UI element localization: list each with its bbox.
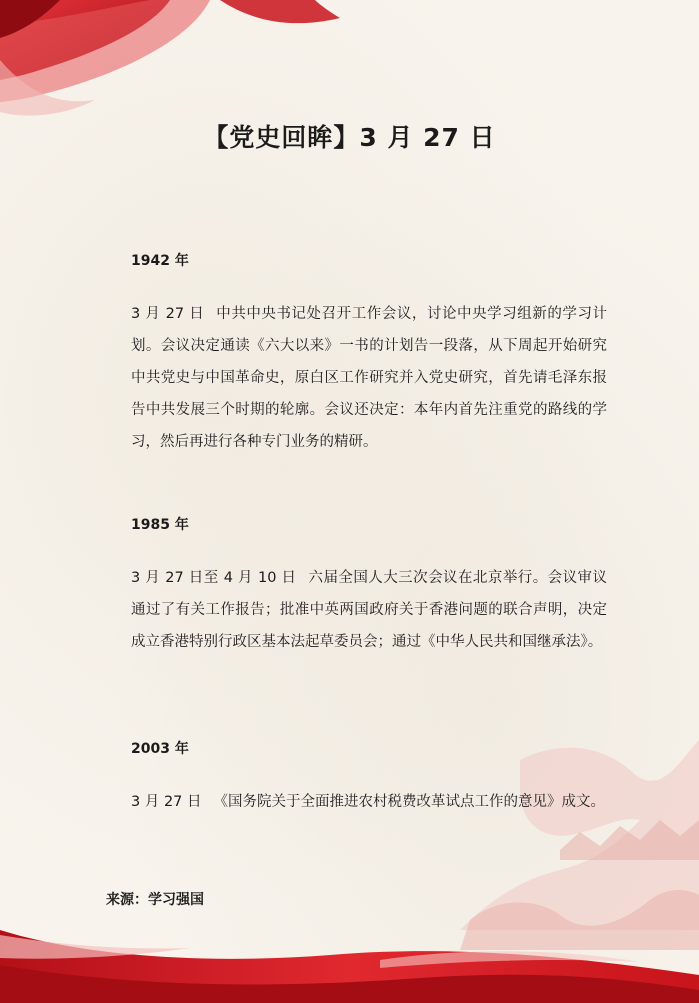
entry-date: 3 月 27 日 bbox=[131, 794, 202, 810]
entry-year-1942: 1942 年 bbox=[131, 253, 189, 269]
entry-paragraph-1942 bbox=[131, 298, 607, 458]
entry-date: 3 月 27 日至 4 月 10 日 bbox=[131, 570, 297, 586]
entry-paragraph-1985 bbox=[131, 562, 607, 658]
entry-text: 中共中央书记处召开工作会议，讨论中央学习组新的学习计划。会议决定通读《六大以来》一书的计划告一段落，从下周起开始研究中共党史与中国革命史，原白区工作研究并入党史研究，首先请毛泽东报告中共发展三个时期的轮廓。会议还决定：本年内首先注重党的路线的学习，然后再进行各种专门业务的精研。 bbox=[131, 306, 608, 450]
entry-text: 六届全国人大三次会议在北京举行。会议审议通过了有关工作报告；批准中英两国政府关于香港问题的联合声明，决定成立香港特别行政区基本法起草委员会；通过《中华人民共和国继承法》。 bbox=[131, 570, 608, 650]
entry-paragraph-2003 bbox=[131, 786, 607, 818]
page-title: 【党史回眸】3 月 27 日 bbox=[203, 123, 496, 152]
entry-year-2003: 2003 年 bbox=[131, 741, 189, 757]
entry-date: 3 月 27 日 bbox=[131, 306, 205, 322]
entry-year-1985: 1985 年 bbox=[131, 517, 189, 533]
entry-text: 《国务院关于全面推进农村税费改革试点工作的意见》成文。 bbox=[213, 794, 606, 810]
source-line: 来源：学习强国 bbox=[106, 892, 204, 908]
